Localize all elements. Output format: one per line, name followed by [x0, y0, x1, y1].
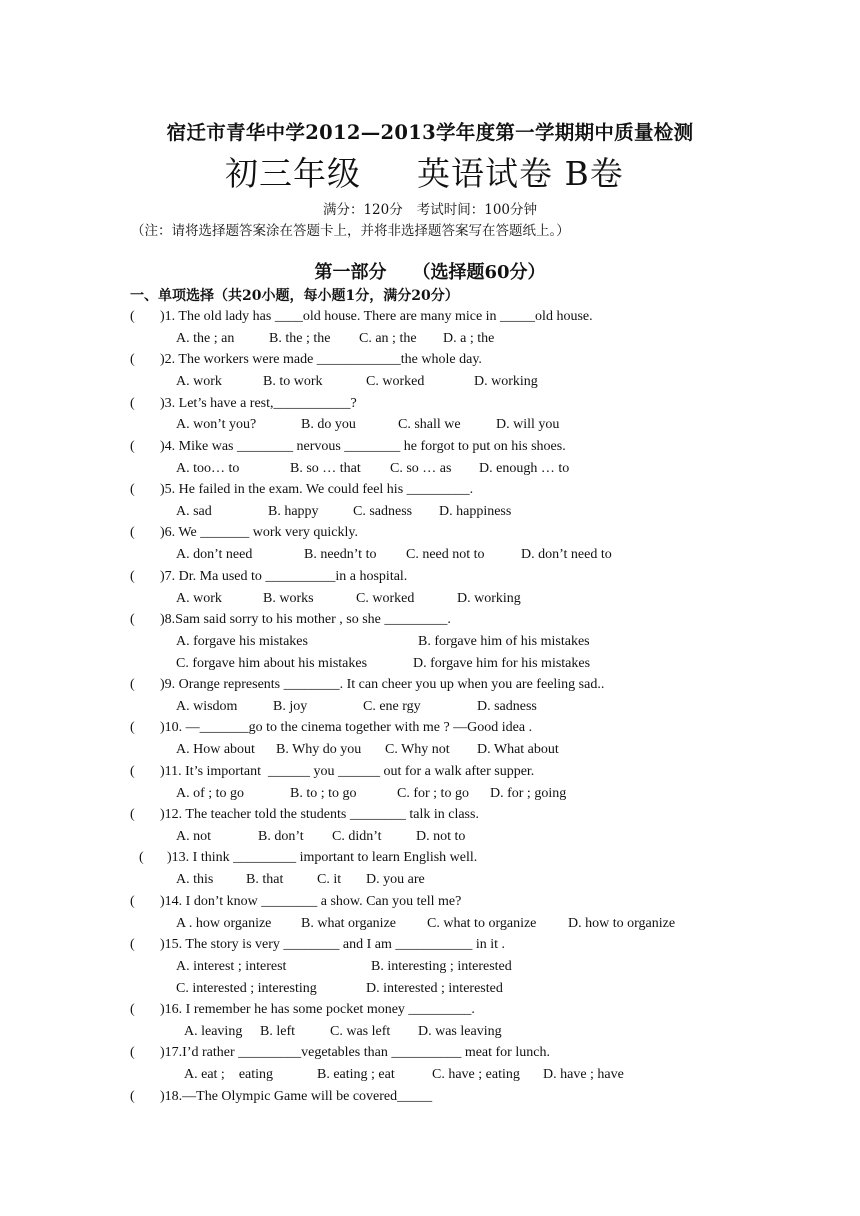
part-subtitle: （选择题60分） — [412, 262, 546, 283]
option-a: A. leaving — [184, 1024, 243, 1039]
option-a: A. won’t you? — [176, 417, 257, 432]
answer-paren: ( — [130, 352, 135, 367]
answer-paren: ( — [130, 1045, 135, 1060]
option-c: C. forgave him about his mistakes — [176, 656, 368, 671]
option-c: C. worked — [356, 591, 415, 606]
option-d: D. sadness — [477, 699, 537, 714]
option-c: C. for ; to go — [397, 786, 469, 801]
question-stem: )16. I remember he has some pocket money _________. — [160, 1002, 475, 1017]
answer-paren: ( — [130, 396, 135, 411]
option-d: D. will you — [496, 417, 560, 432]
option-b: B. what organize — [301, 916, 396, 931]
option-a: A. too… to — [176, 461, 240, 476]
option-d: D. for ; going — [490, 786, 567, 801]
option-b: B. don’t — [258, 829, 304, 844]
score-line — [0, 198, 860, 218]
option-d: D. working — [457, 591, 521, 606]
exam-time: 考试时间：100分钟 — [416, 202, 538, 218]
answer-paren: ( — [130, 937, 135, 952]
option-c: C. have ; eating — [432, 1067, 520, 1082]
answer-paren: ( — [130, 309, 135, 324]
option-a: A. interest ; interest — [176, 959, 287, 974]
option-c: C. worked — [366, 374, 425, 389]
option-d: D. working — [474, 374, 538, 389]
question-stem: )5. He failed in the exam. We could feel his _________. — [160, 482, 474, 497]
option-a: A. work — [176, 374, 222, 389]
option-c: C. Why not — [385, 742, 450, 757]
question-stem: )7. Dr. Ma used to __________in a hospital. — [160, 569, 408, 584]
option-c: C. shall we — [398, 417, 461, 432]
option-b: B. to ; to go — [290, 786, 357, 801]
answer-paren: ( — [130, 1089, 135, 1104]
option-c: C. didn’t — [332, 829, 382, 844]
option-d: D. enough … to — [479, 461, 570, 476]
option-b: B. so … that — [290, 461, 361, 476]
option-d: D. you are — [366, 872, 425, 887]
option-c: C. interested ; interesting — [176, 981, 317, 996]
option-d: D. how to organize — [568, 916, 676, 931]
option-b: B. joy — [273, 699, 308, 714]
option-a: A. forgave his mistakes — [176, 634, 308, 649]
full-score: 满分：120分 — [322, 202, 403, 218]
question-stem: )13. I think _________ important to learn English well. — [167, 850, 478, 865]
option-c: C. it — [317, 872, 342, 887]
answer-paren: ( — [130, 569, 135, 584]
option-c: C. was left — [330, 1024, 391, 1039]
grade-label: 初三年级 — [225, 154, 361, 193]
question-stem: )14. I don’t know ________ a show. Can you tell me? — [160, 894, 462, 909]
answer-paren: ( — [130, 1002, 135, 1017]
answer-paren: ( — [130, 807, 135, 822]
option-c: C. ene rgy — [363, 699, 421, 714]
option-d: D. forgave him for his mistakes — [413, 656, 591, 671]
answer-paren: ( — [130, 525, 135, 540]
option-b: B. Why do you — [276, 742, 362, 757]
question-stem: )2. The workers were made ____________the whole day. — [160, 352, 482, 367]
question-stem: )4. Mike was ________ nervous ________ he forgot to put on his shoes. — [160, 439, 566, 454]
answer-paren: ( — [130, 894, 135, 909]
option-a: A. wisdom — [176, 699, 238, 714]
option-a: A. work — [176, 591, 222, 606]
option-d: D. was leaving — [418, 1024, 502, 1039]
question-stem: )1. The old lady has ____old house. There are many mice in _____old house. — [160, 309, 593, 324]
option-d: D. have ; have — [543, 1067, 624, 1082]
option-b: B. the ; the — [269, 331, 331, 346]
exam-subtitle — [225, 148, 624, 195]
answer-paren: ( — [130, 482, 135, 497]
option-a: A . how organize — [176, 916, 272, 931]
option-c: C. need not to — [406, 547, 485, 562]
answer-paren: ( — [130, 764, 135, 779]
exam-title: 宿迁市青华中学2012—2013学年度第一学期期中质量检测 — [166, 121, 694, 144]
question-stem: )15. The story is very ________ and I am ___________ in it . — [160, 937, 506, 952]
option-d: D. happiness — [439, 504, 512, 519]
question-stem: )11. It’s important ______ you ______ out for a walk after supper. — [160, 764, 535, 779]
option-c: C. an ; the — [359, 331, 417, 346]
option-a: A. sad — [176, 504, 212, 519]
option-b: B. needn’t to — [304, 547, 377, 562]
option-a: A. this — [176, 872, 214, 887]
question-stem: )6. We _______ work very quickly. — [160, 525, 358, 540]
option-a: A. eat ; eating — [184, 1067, 274, 1082]
option-b: B. forgave him of his mistakes — [418, 634, 590, 649]
option-a: A. don’t need — [176, 547, 253, 562]
option-d: D. What about — [477, 742, 559, 757]
option-c: C. sadness — [353, 504, 413, 519]
question-stem: )9. Orange represents ________. It can cheer you up when you are feeling sad.. — [160, 677, 605, 692]
option-b: B. left — [260, 1024, 295, 1039]
option-a: A. the ; an — [176, 331, 235, 346]
answer-paren: ( — [130, 612, 135, 627]
option-a: A. How about — [176, 742, 255, 757]
question-stem: )17.I’d rather _________vegetables than __________ meat for lunch. — [160, 1045, 550, 1060]
answer-paren: ( — [139, 850, 144, 865]
answer-paren: ( — [130, 439, 135, 454]
answer-paren: ( — [130, 677, 135, 692]
option-b: B. eating ; eat — [317, 1067, 395, 1082]
exam-note: （注：请将选择题答案涂在答题卡上，并将非选择题答案写在答题纸上。） — [131, 223, 570, 239]
answer-paren: ( — [130, 720, 135, 735]
section-heading: 一、单项选择（共20小题，每小题1分，满分20分） — [130, 288, 459, 304]
option-d: D. don’t need to — [521, 547, 612, 562]
question-stem: )8.Sam said sorry to his mother , so she _________. — [160, 612, 451, 627]
question-stem: )3. Let’s have a rest,___________? — [160, 396, 357, 411]
part-heading — [0, 258, 860, 284]
option-a: A. not — [176, 829, 211, 844]
question-stem: )10. —_______go to the cinema together with me ? —Good idea . — [160, 720, 533, 735]
option-d: D. a ; the — [443, 331, 495, 346]
option-a: A. of ; to go — [176, 786, 245, 801]
part-title: 第一部分 — [314, 262, 387, 283]
option-d: D. not to — [416, 829, 466, 844]
option-b: B. do you — [301, 417, 356, 432]
question-stem: )12. The teacher told the students ________ talk in class. — [160, 807, 479, 822]
option-b: B. that — [246, 872, 284, 887]
option-d: D. interested ; interested — [366, 981, 503, 996]
option-b: B. to work — [263, 374, 323, 389]
option-c: C. what to organize — [427, 916, 537, 931]
option-b: B. works — [263, 591, 314, 606]
option-c: C. so … as — [390, 461, 452, 476]
subject-label: 英语试卷 B卷 — [417, 154, 624, 193]
option-b: B. happy — [268, 504, 319, 519]
option-b: B. interesting ; interested — [371, 959, 512, 974]
question-stem: )18.—The Olympic Game will be covered_____ — [160, 1089, 433, 1104]
